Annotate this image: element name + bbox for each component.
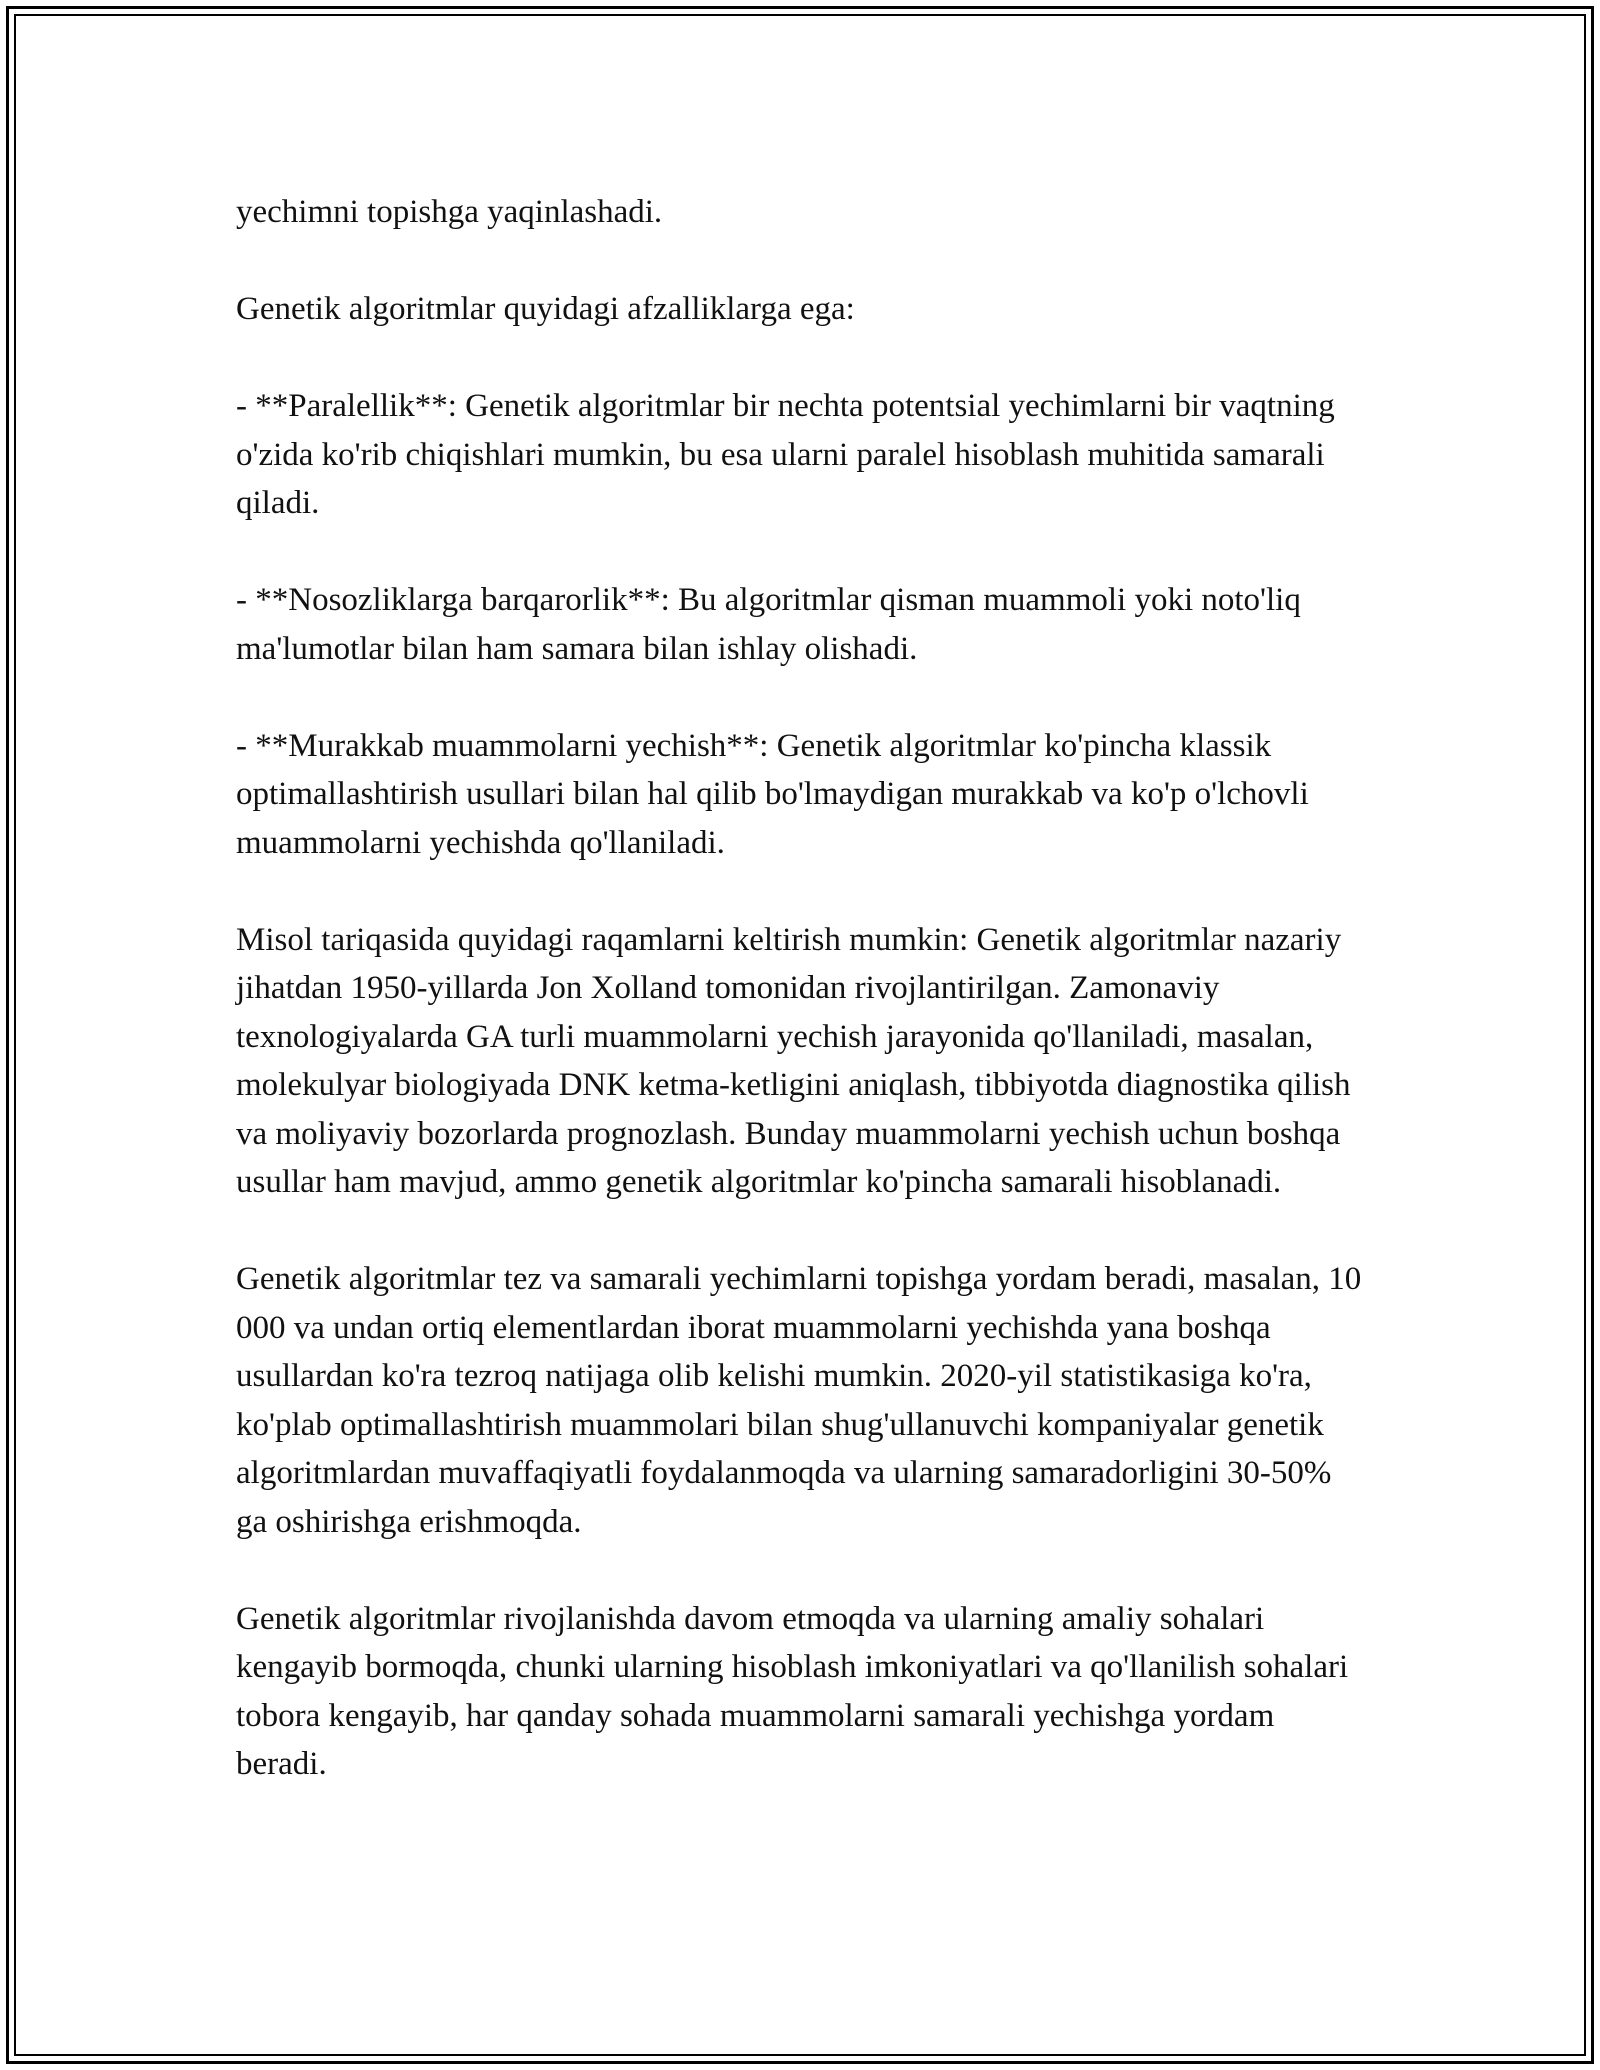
paragraph-examples: Misol tariqasida quyidagi raqamlarni keltirish mumkin: Genetik algoritmlar nazariy jihatdan 1950-yillarda Jon Xolland tomonidan rivojlantirilgan. Zamonaviy texnologiyalarda GA turli muammolarni yechish jarayonida qo'llaniladi, masalan, molekulyar biologiyada DNK ketma-ketligini aniqlash, tibbiyotda diagnostika qilish va moliyaviy bozorlarda prognozlash. Bunday muammolarni yechish uchun boshqa usullar ham mavjud, ammo genetik algoritmlar ko'pincha samarali hisoblanadi. — [236, 921, 1351, 1200]
paragraph-continuation: yechimni topishga yaqinlashadi. — [236, 194, 663, 230]
paragraph-conclusion: Genetik algoritmlar rivojlanishda davom etmoqda va ularning amaliy sohalari kengayib bormoqda, chunki ularning hisoblash imkoniyatlari va qo'llanilish sohalari tobora kengayib, har qanday sohada muammolarni samarali yechishga yordam beradi. — [236, 1600, 1349, 1782]
paragraph-efficiency: Genetik algoritmlar tez va samarali yechimlarni topishga yordam beradi, masalan, 10 000 va undan ortiq elementlardan iborat muammolarni yechishda yana boshqa usullardan ko'ra tezroq natijaga olib kelishi mumkin. 2020-yil statistikasiga ko'ra, ko'plab optimallashtirish muammolari bilan shug'ullanuvchi kompaniyalar genetik algoritmlardan muvaffaqiyatli foydalanmoqda va ularning samaradorligini 30-50% ga oshirishga erishmoqda. — [236, 1261, 1362, 1540]
document-body — [236, 188, 1366, 1837]
list-item-robustness: - **Nosozliklarga barqarorlik**: Bu algoritmlar qisman muammoli yoki noto'liq ma'lumotlar bilan ham samara bilan ishlay olishadi. — [236, 582, 1301, 667]
paragraph-advantages-intro: Genetik algoritmlar quyidagi afzalliklarga ega: — [236, 291, 855, 327]
list-item-parallelism: - **Paralellik**: Genetik algoritmlar bir nechta potentsial yechimlarni bir vaqtning o'zida ko'rib chiqishlari mumkin, bu esa ularni paralel hisoblash muhitida samarali qiladi. — [236, 388, 1335, 521]
list-item-complex-problems: - **Murakkab muammolarni yechish**: Genetik algoritmlar ko'pincha klassik optimallashtirish usullari bilan hal qilib bo'lmaydigan murakkab va ko'p o'lchovli muammolarni yechishda qo'llaniladi. — [236, 727, 1309, 861]
